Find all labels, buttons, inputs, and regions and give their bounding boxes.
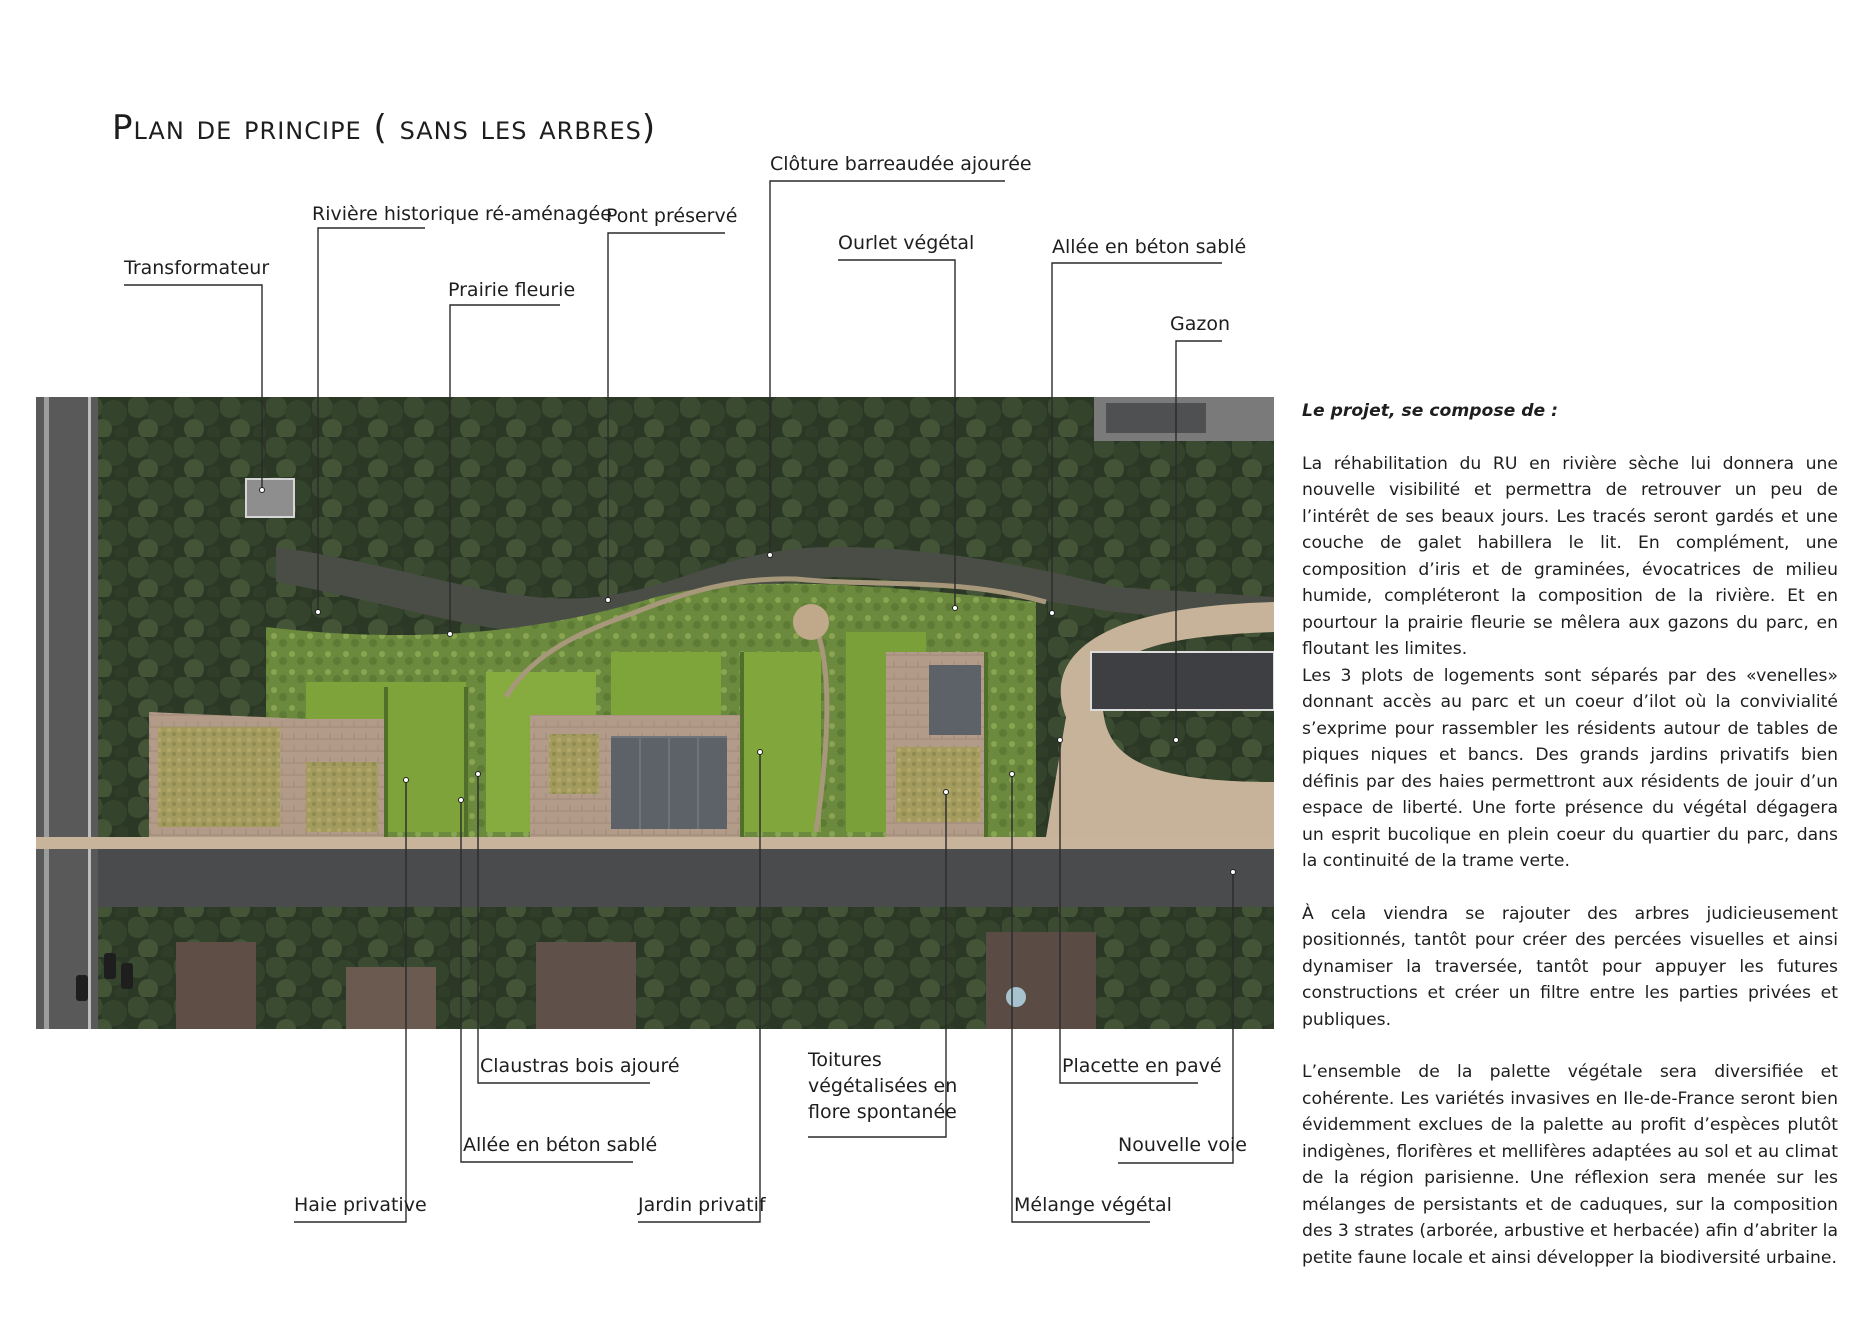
description-paragraph-3: À cela viendra se rajouter des arbres judicieusement positionnés, tantôt pour créer des percées visuelles et ainsi dynamiser la traversée, tantôt pour appuyer les futures constructions et créer un filtre entre les parties privées et publiques. bbox=[1302, 903, 1838, 1030]
label-ourlet: Ourlet végétal bbox=[838, 232, 975, 254]
site-plan bbox=[36, 397, 1274, 1029]
label-claustras: Claustras bois ajouré bbox=[480, 1055, 680, 1077]
label-nouvelle-voie: Nouvelle voie bbox=[1118, 1134, 1247, 1156]
label-haie: Haie privative bbox=[294, 1194, 427, 1216]
label-allee-top: Allée en béton sablé bbox=[1052, 236, 1247, 258]
description-paragraph-4: L’ensemble de la palette végétale sera diversifiée et cohérente. Les variétés invasives en Ile-de-France seront bien évidemment exclues de la palette au profit d’espèces plutôt indigènes, florifères et mellifères adaptées au sol et au climat de la région parisienne. Une réflexion sera menée sur les mélanges de persistants et de caduques, sur la composition des 3 strates (arborée, arbustive et herbacée) afin d’abriter la petite faune locale et ainsi développer la biodiversité urbaine. bbox=[1302, 1062, 1838, 1268]
label-gazon: Gazon bbox=[1170, 313, 1231, 335]
label-prairie: Prairie fleurie bbox=[448, 279, 576, 301]
project-description bbox=[1302, 398, 1838, 1297]
label-melange: Mélange végétal bbox=[1014, 1194, 1172, 1216]
label-placette: Placette en pavé bbox=[1062, 1055, 1222, 1077]
label-jardin: Jardin privatif bbox=[638, 1194, 766, 1216]
label-cloture: Clôture barreaudée ajourée bbox=[770, 153, 1032, 175]
label-allee-bottom: Allée en béton sablé bbox=[463, 1134, 658, 1156]
description-paragraph-2: Les 3 plots de logements sont séparés par des «venelles» donnant accès au parc et un coeur d’ilot où la convivialité s’exprime pour rassembler les résidents autour de tables de piques niques et bancs. Des grands jardins privatifs bien définis par des haies permettront aux résidents de jouir d’un espace de liberté. Une forte présence du végétal dégagera un esprit bucolique en plein coeur du quartier du parc, dans la continuité de la trame verte. bbox=[1302, 665, 1838, 871]
label-toitures: Toitures végétalisées en flore spontanée bbox=[808, 1049, 958, 1123]
label-transformateur: Transformateur bbox=[124, 257, 270, 279]
page-title: Plan de principe ( sans les arbres) bbox=[112, 108, 657, 148]
label-riviere: Rivière historique ré-aménagée bbox=[312, 203, 612, 225]
description-intro: Le projet, se compose de : bbox=[1302, 401, 1559, 421]
label-pont: Pont préservé bbox=[606, 205, 738, 227]
description-paragraph-1: La réhabilitation du RU en rivière sèche lui donnera une nouvelle visibilité et permettra de retrouver un peu de l’intérêt de ses beaux jours. Les tracés seront gardés et une couche de galet habillera le lit. En complément, une composition d’iris et de graminées, évocatrices de milieu humide, compléteront la composition de la rivière. Et en pourtour la prairie fleurie se mêlera aux gazons du parc, en floutant les limites. bbox=[1302, 453, 1838, 659]
